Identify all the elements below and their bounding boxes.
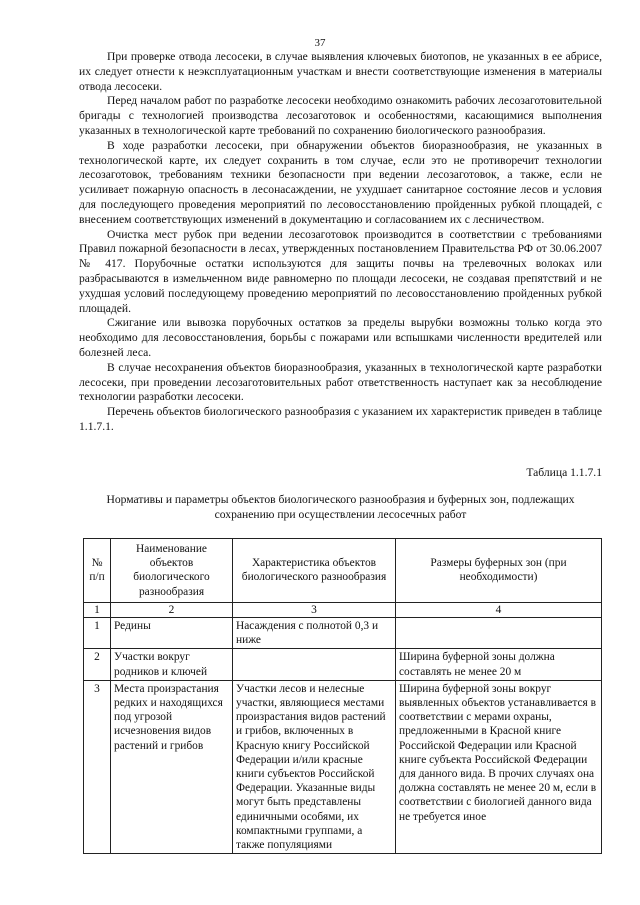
object-name-cell: Редины [111, 618, 233, 649]
header-cell: Размеры буферных зон (при необходимости) [396, 539, 602, 603]
column-number-cell: 3 [233, 602, 396, 617]
buffer-zone-cell [396, 618, 602, 649]
paragraph: При проверке отвода лесосеки, в случае выявления ключевых биотопов, не указанных в ее абрисе, их следует отнести к неэксплуатационным участкам и внести соответствующие изменения в материалы отвода лесосеки. [79, 50, 602, 93]
row-number-cell: 1 [84, 618, 111, 649]
paragraph: В случае несохранения объектов биоразнообразия, указанных в технологической карте разработки лесосеки, при проведении лесозаготовительных работ ответственность наступает как за несоблюдение технологии разработки лесосеки. [79, 360, 602, 404]
column-number-row [84, 602, 602, 617]
characteristic-cell: Участки лесов и нелесные участки, являющиеся местами произрастания видов растений и грибов, включенных в Красную книгу Российской Федерации и/или красные книги субъектов Российской Федерации. Указанные виды могут быть представлены единичными особями, их компактными группами, а также популяциями [233, 680, 396, 853]
row-number-cell: 2 [84, 649, 111, 680]
header-cell: Наименование объектов биологического разнообразия [111, 539, 233, 603]
buffer-zone-cell: Ширина буферной зоны вокруг выявленных объектов устанавливается в соответствии с мерами охраны, предложенными в Красной книге Российской Федерации или Красной книге субъекта Российской Федерации для данного вида. В прочих случаях она должна составлять не менее 20 м, если в соответствии с биологией данного вида не требуется иное [396, 680, 602, 853]
paragraph: Сжигание или вывозка порубочных остатков за пределы вырубки возможны только когда это необходимо для лесовосстановления, борьбы с пожарами или вспышками численности вредителей или болезней леса. [79, 316, 602, 359]
column-number-cell: 2 [111, 602, 233, 617]
object-name-cell: Участки вокруг родников и ключей [111, 649, 233, 680]
table-row [84, 649, 602, 680]
page-number: 37 [314, 37, 326, 49]
column-number-cell: 4 [396, 602, 602, 617]
buffer-zone-cell: Ширина буферной зоны должна составлять не менее 20 м [396, 649, 602, 680]
table-label: Таблица 1.1.7.1 [526, 466, 602, 479]
table-title: Нормативы и параметры объектов биологического разнообразия и буферных зон, подлежащих сохранению при осуществлении лесосечных работ [106, 493, 575, 521]
column-number-cell: 1 [84, 602, 111, 617]
table-row [84, 680, 602, 853]
paragraph: Очистка мест рубок при ведении лесозаготовок производится в соответствии с требованиями Правил пожарной безопасности в лесах, утвержденных постановлением Правительства РФ от 30.06.2007 № 417. Порубочные остатки используются для защиты почвы на трелевочных волоках или разбрасываются в измельченном виде равномерно по площади лесосеки, не создавая препятствий и не ухудшая условий последующему проведению мероприятий по лесовосстановлению пройденных рубкой площадей. [79, 227, 602, 315]
paragraph: Перечень объектов биологического разнообразия с указанием их характеристик приведен в таблице 1.1.7.1. [79, 405, 602, 433]
header-cell: № п/п [84, 539, 111, 603]
header-cell: Характеристика объектов биологического разнообразия [233, 539, 396, 603]
characteristic-cell: Насаждения с полнотой 0,3 и ниже [233, 618, 396, 649]
paragraph: Перед началом работ по разработке лесосеки необходимо ознакомить рабочих лесозаготовительной бригады с технологией производства лесозаготовок и особенностями, касающимися выполнения указанных в технологической карте требований по сохранению биологического разнообразия. [79, 94, 602, 137]
body-text [79, 50, 602, 435]
characteristic-cell [233, 649, 396, 680]
table-row [84, 618, 602, 649]
object-name-cell: Места произрастания редких и находящихся под угрозой исчезновения видов растений и грибов [111, 680, 233, 853]
row-number-cell: 3 [84, 680, 111, 853]
biodiversity-table [83, 538, 602, 854]
paragraph: В ходе разработки лесосеки, при обнаружении объектов биоразнообразия, не указанных в технологической карте, их следует сохранить в том случае, если это не противоречит технологии лесозаготовок, требованиям техники безопасности при ведении лесозаготовок, а также, если не усиливает пожарную опасность в лесонасаждении, не ухудшает санитарное состояние лесов и условия для последующего проведения мероприятий по лесовосстановлению пройденных рубкой площадей, с внесением соответствующих изменений в документацию и согласованием их с лесничеством. [79, 138, 602, 226]
table-header-row [84, 539, 602, 603]
